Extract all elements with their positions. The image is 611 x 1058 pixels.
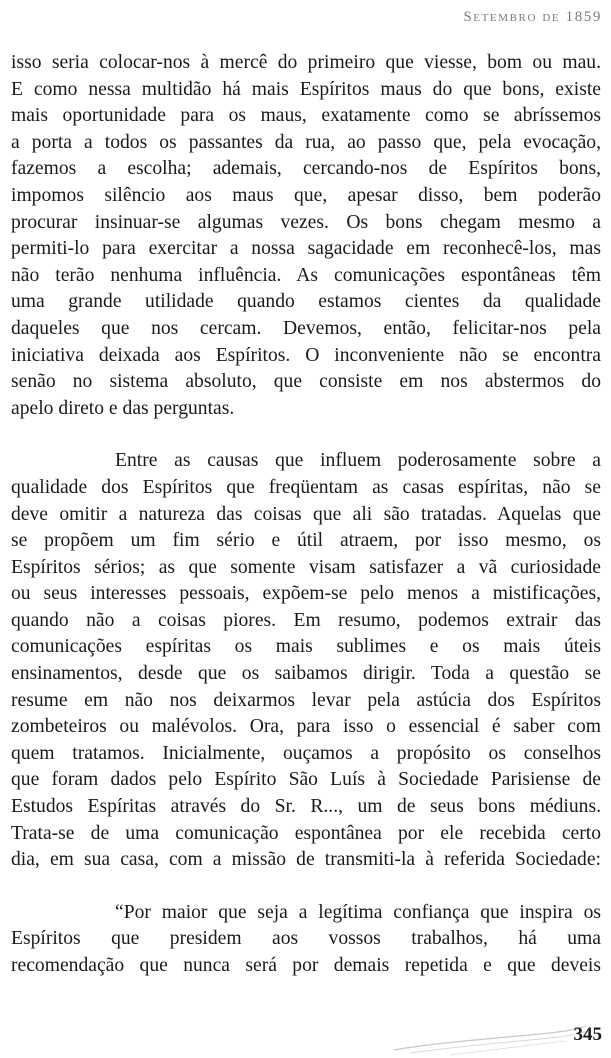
- paragraph-1: [11, 50, 601, 422]
- text-line: daqueles que nos cercam. Devemos, então, felicitar-nos pela: [11, 317, 601, 339]
- text-line: qualidade dos Espíritos que freqüentam as casas espíritas, não se: [11, 476, 601, 498]
- text-line: permiti-lo para exercitar a nossa sagacidade em reconhecê-los, mas: [11, 238, 601, 260]
- paragraph-3: [11, 900, 601, 980]
- body-text: [11, 50, 601, 980]
- text-line: Espíritos sérios; as que somente visam satisfazer a vã curiosidade: [11, 556, 601, 578]
- text-line: não terão nenhuma influência. As comunicações espontâneas têm: [11, 264, 601, 286]
- text-line: quando não a coisas piores. Em resumo, podemos extrair das: [11, 609, 601, 631]
- text-line: mais oportunidade para os maus, exatamente como se abríssemos: [11, 105, 601, 127]
- text-line: deve omitir a natureza das coisas que ali são tratadas. Aquelas que: [11, 503, 601, 525]
- text-line: Espíritos que presidem aos vossos trabalhos, há uma: [11, 928, 601, 950]
- text-line: senão no sistema absoluto, que consiste em nos abstermos do: [11, 371, 601, 393]
- text-line: dia, em sua casa, com a missão de transmiti-la à referida Sociedade:: [11, 849, 601, 871]
- text-line: impomos silêncio aos maus que, apesar disso, bem poderão: [11, 184, 601, 206]
- text-line: Entre as causas que influem poderosamente sobre a: [115, 450, 601, 472]
- text-line: procurar insinuar-se algumas vezes. Os bons chegam mesmo a: [11, 211, 601, 233]
- text-line: recomendação que nunca será por demais repetida e que deveis: [11, 955, 601, 976]
- text-line: comunicações espíritas os mais sublimes e os mais úteis: [11, 636, 601, 658]
- page-number: 345: [573, 1024, 602, 1045]
- text-line: Trata-se de uma comunicação espontânea por ele recebida certo: [11, 822, 601, 844]
- text-line: “Por maior que seja a legítima confiança que inspira os: [115, 901, 601, 923]
- text-line: apelo direto e das perguntas.: [11, 397, 235, 419]
- text-line: Estudos Espíritas através do Sr. R..., um de seus bons médiuns.: [11, 796, 601, 818]
- text-line: iniciativa deixada aos Espíritos. O inconveniente não se encontra: [11, 344, 601, 366]
- text-line: isso seria colocar-nos à mercê do primeiro que viesse, bom ou mau.: [11, 52, 601, 73]
- paragraph-2: [11, 448, 601, 874]
- running-header: Setembro de 1859: [463, 9, 602, 25]
- footer-swash-ornament: [390, 1020, 590, 1056]
- text-line: quem tratamos. Inicialmente, ouçamos a propósito os conselhos: [11, 742, 601, 764]
- text-line: zombeteiros ou malévolos. Ora, para isso o essencial é saber com: [11, 716, 601, 738]
- text-line: resume em não nos deixarmos levar pela astúcia dos Espíritos: [11, 689, 601, 711]
- text-line: uma grande utilidade quando estamos cientes da qualidade: [11, 291, 601, 313]
- text-line: ou seus interesses pessoais, expõem-se pelo menos a mistificações,: [11, 583, 601, 605]
- text-line: E como nessa multidão há mais Espíritos maus do que bons, existe: [11, 78, 601, 100]
- text-line: se propõem um fim sério e útil atraem, por isso mesmo, os: [11, 530, 601, 552]
- text-line: fazemos a escolha; ademais, cercando-nos de Espíritos bons,: [11, 158, 601, 180]
- text-line: a porta a todos os passantes da rua, ao passo que, pela evocação,: [11, 131, 601, 153]
- text-line: ensinamentos, desde que os saibamos dirigir. Toda a questão se: [11, 663, 601, 685]
- text-line: que foram dados pelo Espírito São Luís à Sociedade Parisiense de: [11, 769, 601, 791]
